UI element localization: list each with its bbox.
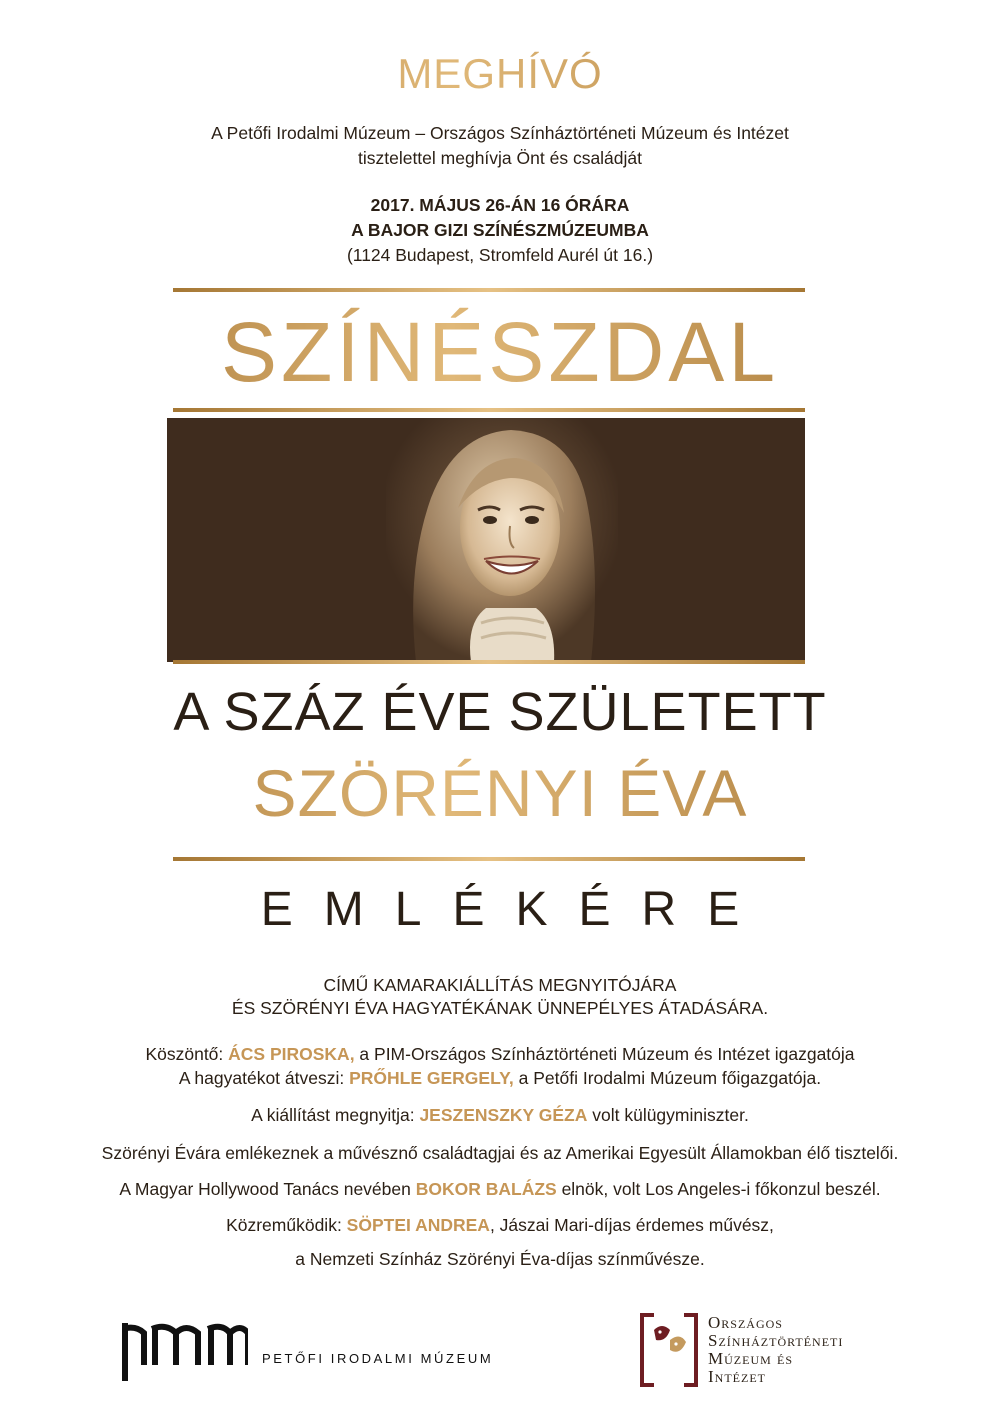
speaker-name: SÖPTEI ANDREA xyxy=(346,1215,490,1235)
intro-line-2: tisztelettel meghívja Önt és családját xyxy=(357,148,643,168)
pim-logo-icon xyxy=(122,1323,248,1381)
program-item: a Nemzeti Színház Szörényi Éva-díjas színművésze. xyxy=(295,1249,705,1269)
oszmi-logo xyxy=(640,1312,900,1392)
venue-line: A BAJOR GIZI SZÍNÉSZMÚZEUMBA xyxy=(351,220,649,240)
oszmi-line-4: Intézet xyxy=(708,1367,766,1386)
portrait-bottom-divider xyxy=(173,660,805,664)
portrait-photo xyxy=(386,418,618,662)
program-list xyxy=(0,1042,1000,1274)
intro-line-1: A Petőfi Irodalmi Múzeum – Országos Színháztörténeti Múzeum és Intézet xyxy=(211,123,789,143)
invitation-title: MEGHÍVÓ xyxy=(0,46,1000,102)
description-line-1: CÍMŰ KAMARAKIÁLLÍTÁS MEGNYITÓJÁRA xyxy=(323,975,677,995)
program-item: A hagyatékot átveszi: PRŐHLE GERGELY, a Petőfi Irodalmi Múzeum főigazgatója. xyxy=(178,1068,822,1088)
subtitle-line-1: A SZÁZ ÉVE SZÜLETETT xyxy=(173,682,827,742)
pim-logo-text: PETŐFI IRODALMI MÚZEUM xyxy=(262,1351,494,1366)
speaker-name: JESZENSZKY GÉZA xyxy=(419,1105,588,1125)
poster-title: SZÍNÉSZDAL xyxy=(0,302,1000,402)
subtitle-line-3: EMLÉKÉRE xyxy=(260,883,771,936)
program-item: A Magyar Hollywood Tanács nevében BOKOR BALÁZS elnök, volt Los Angeles-i főkonzul beszél. xyxy=(119,1179,881,1199)
program-item: Szörényi Évára emlékeznek a művésznő családtagjai és az Amerikai Egyesült Államokban élő tisztelői. xyxy=(101,1143,899,1163)
speaker-name: PRŐHLE GERGELY, xyxy=(349,1068,514,1088)
oszmi-logo-icon xyxy=(640,1312,698,1388)
speaker-name: ÁCS PIROSKA, xyxy=(228,1044,355,1064)
oszmi-line-2: Színháztörténeti xyxy=(708,1331,844,1350)
program-item: A kiállítást megnyitja: JESZENSZKY GÉZA volt külügyminiszter. xyxy=(251,1105,749,1125)
date-line: 2017. MÁJUS 26-ÁN 16 ÓRÁRA xyxy=(370,195,630,215)
name-gold-divider xyxy=(173,857,805,861)
title-gold-divider xyxy=(173,408,805,412)
oszmi-line-3: Múzeum és xyxy=(708,1349,794,1368)
speaker-name: BOKOR BALÁZS xyxy=(415,1179,557,1199)
oszmi-line-1: Országos xyxy=(708,1313,783,1332)
description-line-2: ÉS SZÖRÉNYI ÉVA HAGYATÉKÁNAK ÜNNEPÉLYES ÁTADÁSÁRA. xyxy=(231,998,769,1018)
address-line: (1124 Budapest, Stromfeld Aurél út 16.) xyxy=(346,245,654,265)
program-item: Közreműködik: SÖPTEI ANDREA, Jászai Mari-díjas érdemes művész, xyxy=(226,1215,774,1235)
subtitle-line-2: SZÖRÉNYI ÉVA xyxy=(0,754,1000,832)
top-gold-divider xyxy=(173,288,805,292)
program-item: Köszöntő: ÁCS PIROSKA, a PIM-Országos Színháztörténeti Múzeum és Intézet igazgatója xyxy=(145,1044,855,1064)
pim-logo xyxy=(122,1323,502,1383)
